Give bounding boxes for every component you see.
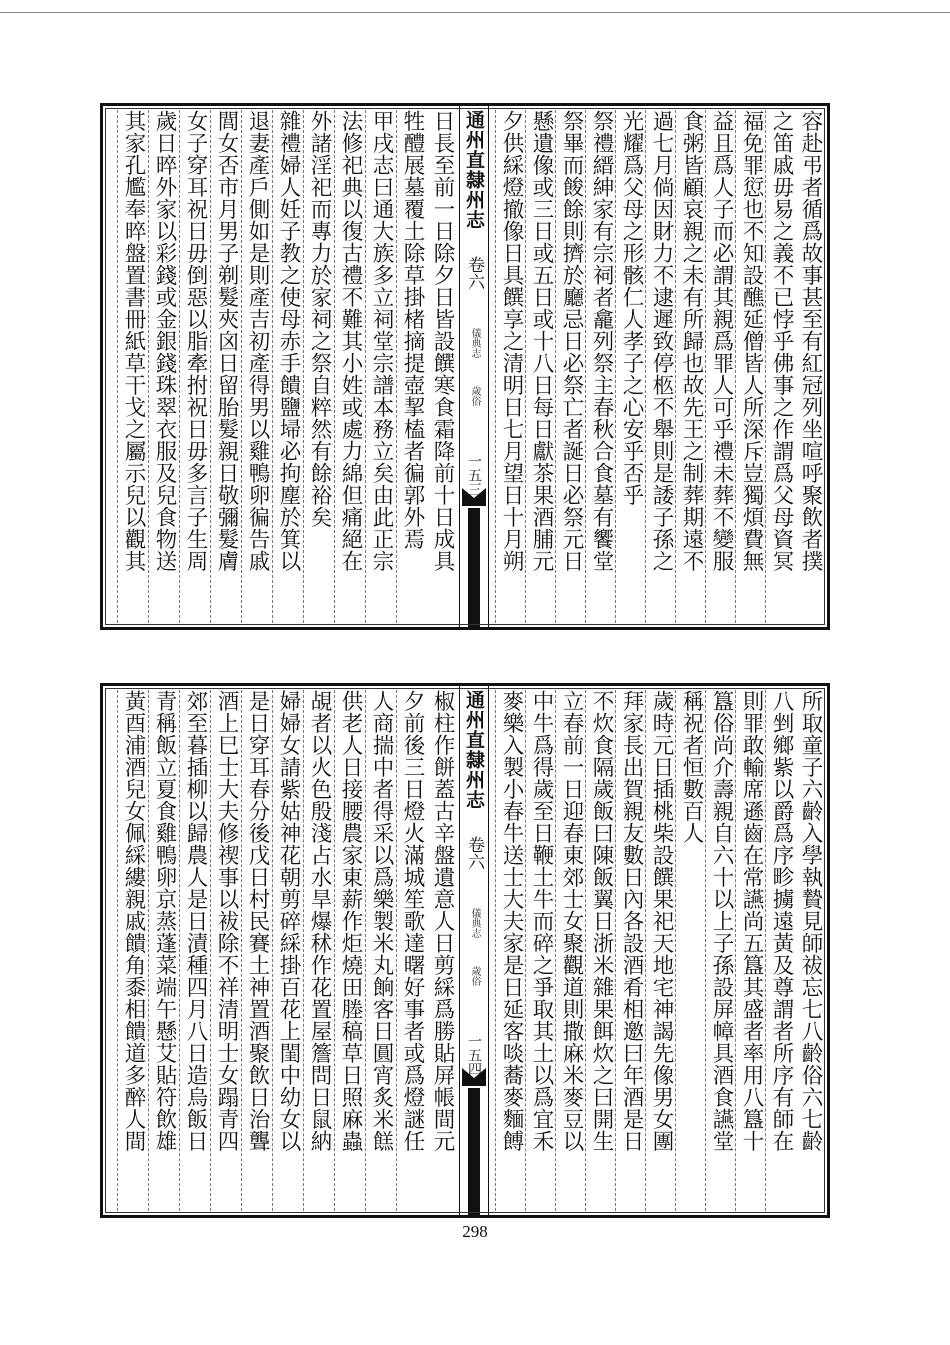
text-column: 郊至暮插柳以歸農人是日漬種四月八日造烏飯日 [179,690,210,1211]
text-column: 光耀爲父母之形骸仁人孝子之心安乎否乎 [615,110,646,623]
text-column: 法修祀典以復古禮不難其小姓或處力綿但痛絕在 [334,110,365,623]
center-spine [459,106,489,627]
text-column: 稱祝者恒數百人 [675,690,706,1211]
center-spine [459,686,489,1215]
spine-section: 儀典志 [469,328,480,358]
text-column: 退妻產戶側如是則產吉初產得男以雞鴨卵徧告戚 [241,110,272,623]
text-column: 容赴弔者循爲故事甚至有紅冠列坐喧呼聚飲者撲 [798,110,823,572]
text-column: 食粥皆顧哀親之未有所歸也故先王之制葬期遠不 [675,110,706,623]
text-column: 牲醴展墓覆土除草掛楮摘提壺挈榼者徧郭外焉 [396,110,427,623]
text-column: 八剉鄉紫以爵爲序畛擄遠黃及尊謂者所序有師在 [765,690,796,1211]
text-column: 之笛戚毋易之義不已悖乎佛事之作謂爲父母資冥 [765,110,796,623]
text-column: 所取童子六齡入學執贄見師祓忘七八齡俗六七齡 [798,690,823,1152]
text-column: 外諸淫祀而專力於家祠之祭自粹然有餘裕矣 [303,110,334,623]
right-half-bottom [489,690,825,1211]
text-column: 是日穿耳春分後戊日村民賽土神置酒聚飲日治聾 [241,690,272,1211]
text-column: 雜禮婦人妊子教之使母赤手饋鹽埽必拘塵於箕以 [272,110,303,623]
text-column: 供老人日接腰農家東薪作炬燒田塍稿草日照麻蟲 [334,690,365,1211]
text-column: 青稱飯立夏食雞鴨卵京蒸蓬菜端午懸艾貼符飲雄 [148,690,179,1211]
spine-title: 通州直隸州志 [463,690,485,810]
text-column: 懸遺像或三日或五日或十八日每日獻茶果酒脯元 [525,110,556,623]
text-column: 歲時元日插桃柴設饌果祀天地宅神謁先像男女團 [645,690,676,1211]
text-column: 女子穿耳祝日毋倒惡以脂牽拊祝日毋多言子生周 [179,110,210,623]
spine-bar [468,508,480,627]
left-half-top [109,110,457,623]
top-rule [0,12,950,13]
page-number: 298 [462,1222,488,1241]
text-column: 福免罪愆也不知設醮延僧皆人所深斥豈獨煩費無 [735,110,766,623]
text-column: 中牛爲得歲至日鞭土牛而碎之爭取其土以爲宜禾 [525,690,556,1211]
text-column: 酒上巳士大夫修禊事以袚除不祥清明士女蹋青四 [210,690,241,1211]
spine-section: 儀典志 [469,908,480,938]
text-column: 其家孔尷奉晬盤置書冊紙草干戈之屬示兒以觀其 [117,110,148,623]
left-half-bottom [109,690,457,1211]
text-column: 夕前後三日燈火滿城笙歌達曙好事者或爲燈謎任 [396,690,427,1211]
text-column: 祭禮縉紳家有宗祠者龕列祭主春秋合食墓有饗堂 [585,110,616,623]
fishtail-mark-icon [462,1068,486,1086]
text-column: 麥樂入製小春牛送士大夫家是日延客啖蕎麥麵餺 [495,690,526,1211]
text-column: 拜家長出賀親友數日內各設酒肴相邀曰年酒是日 [615,690,646,1211]
spine-chapter: 歲俗 [469,966,480,986]
spine-leaf-number: 一五四 [466,1034,482,1076]
text-column: 覘者以火色殷淺占水旱爆秫作花置屋簷問日鼠納 [303,690,334,1211]
fishtail-mark-icon [462,488,486,506]
text-column: 則罪敢輸席遜齒在常讌尚五簋其盛者率用八簋十 [735,690,766,1211]
text-column: 甲戌志曰通大族多立祠堂宗譜本務立矣由此正宗 [365,110,396,623]
spine-bar [468,1088,480,1215]
right-half-top [489,110,825,623]
spine-volume: 卷六 [464,836,484,870]
text-column: 不炊食隔歲飯曰陳飯翼日浙米雜果餌炊之曰開生 [585,690,616,1211]
spine-chapter: 歲俗 [469,386,480,406]
text-column: 黃酉浦酒兒女佩綵縷親戚饋角黍相饋道多醉人間 [117,690,148,1211]
text-column: 人商揣中者得采以爲樂製米丸餉客日圓宵炙米餻 [365,690,396,1211]
text-column: 益且爲人子而必謂其親爲罪人可乎禮未葬不變服 [705,110,736,623]
text-column: 歲日晬外家以彩錢或金銀錢珠翠衣服及兒食物送 [148,110,179,623]
text-column: 閭女否市月男子剃髮夾囟日留胎髮親日敬彌髮膚 [210,110,241,623]
text-column: 祭畢而餕餘則擠於廳忌日必祭亡者誕日必祭元日 [555,110,586,623]
text-column: 日長至前一日除夕日皆設饌寒食霜降前十日成具 [430,110,455,572]
text-column: 簋俗尚介壽親自六十以上子孫設屏幛具酒食讌堂 [705,690,736,1211]
page-bottom [100,683,830,1218]
text-column: 夕供綵燈撤像日具饌享之清明日七月望日十月朔 [495,110,526,623]
spine-volume: 卷六 [464,256,484,290]
text-column: 立春前一日迎春東郊士女聚觀道則撒麻米麥豆以 [555,690,586,1211]
spine-title: 通州直隸州志 [463,110,485,230]
text-column: 婦婦女請紫姑神花朝剪碎綵掛百花上閨中幼女以 [272,690,303,1211]
page-top [100,103,830,630]
text-column: 椒柱作餅蓋古辛盤遺意人日剪綵爲勝貼屏帳間元 [430,690,455,1152]
text-column: 過七月倘因財力不逮遲致停柩不舉則是諉子孫之 [645,110,676,623]
spine-leaf-number: 一五三 [466,454,482,496]
